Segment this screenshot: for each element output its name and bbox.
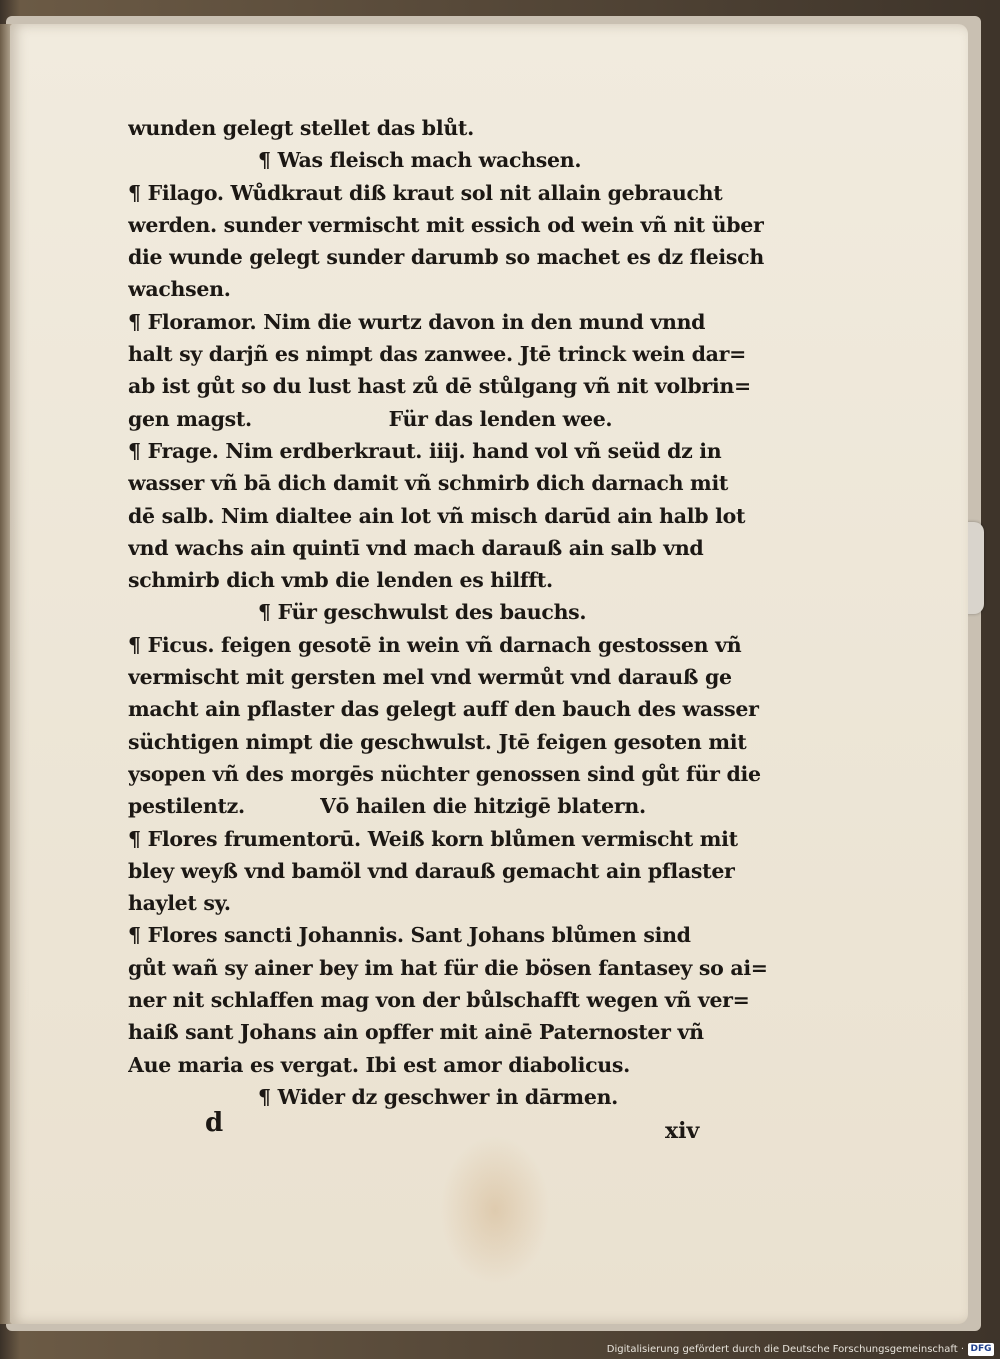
text-line: die wunde gelegt sunder darumb so machet es dz fleisch xyxy=(128,245,764,270)
page-stain xyxy=(440,1135,550,1285)
text-line: wachsen. xyxy=(128,277,231,302)
text-line: ¶ Frage. Nim erdberkraut. iiij. hand vol vñ seüd dz in xyxy=(128,438,722,463)
text-line: gůt wañ sy ainer bey im hat für die bösen fantasey so ai= xyxy=(128,955,768,980)
dfg-logo: DFG xyxy=(968,1343,994,1356)
text-line: pestilentz. Vō hailen die hitzigē blatern. xyxy=(128,794,646,819)
text-line: süchtigen nimpt die geschwulst. Jtē feigen gesoten mit xyxy=(128,729,747,754)
digitization-credit: Digitalisierung gefördert durch die Deutsche Forschungsgemeinschaft · xyxy=(606,1344,964,1355)
text-line: werden. sunder vermischt mit essich od wein vñ nit über xyxy=(128,212,764,237)
text-line: ¶ Wider dz geschwer in dārmen. xyxy=(258,1084,619,1109)
text-line: dē salb. Nim dialtee ain lot vñ misch darūd ain halb lot xyxy=(128,503,746,528)
text-line: wasser vñ bā dich damit vñ schmirb dich darnach mit xyxy=(128,471,729,496)
text-line: macht ain pflaster das gelegt auff den bauch des wasser xyxy=(128,697,759,722)
folio-number: xiv xyxy=(665,1118,700,1144)
text-line: wunden gelegt stellet das blůt. xyxy=(128,116,474,140)
text-line: halt sy darjñ es nimpt das zanwee. Jtē trinck wein dar= xyxy=(128,342,746,367)
text-line: ¶ Flores frumentorū. Weiß korn blůmen vermischt mit xyxy=(128,826,738,851)
text-line: vermischt mit gersten mel vnd wermůt vnd darauß ge xyxy=(128,665,732,690)
text-line: ner nit schlaffen mag von der bůlschafft wegen vñ ver= xyxy=(128,988,750,1013)
text-line: vnd wachs ain quintī vnd mach darauß ain salb vnd xyxy=(128,535,704,560)
text-line: gen magst. Für das lenden wee. xyxy=(128,406,613,431)
signature-mark: d xyxy=(205,1108,224,1138)
text-line: ¶ Für geschwulst des bauchs. xyxy=(258,600,587,625)
page-text-block xyxy=(128,112,788,1113)
text-line: haiß sant Johans ain opffer mit ainē Paternoster vñ xyxy=(128,1020,704,1045)
text-line: ¶ Filago. Wůdkraut diß kraut sol nit allain gebraucht xyxy=(128,180,723,205)
text-line: schmirb dich vmb die lenden es hilfft. xyxy=(128,568,553,593)
text-line: haylet sy. xyxy=(128,891,231,916)
text-line: ysopen vñ des morgēs nüchter genossen sind gůt für die xyxy=(128,761,761,786)
text-line: ¶ Was fleisch mach wachsen. xyxy=(258,148,582,173)
text-line: ¶ Floramor. Nim die wurtz davon in den mund vnnd xyxy=(128,309,706,334)
text-line: ¶ Flores sancti Johannis. Sant Johans blůmen sind xyxy=(128,923,691,948)
text-line: Aue maria es vergat. Ibi est amor diabolicus. xyxy=(128,1052,630,1077)
text-line: ¶ Ficus. feigen gesotē in wein vñ darnach gestossen vñ xyxy=(128,632,742,657)
text-line: ab ist gůt so du lust hast zů dē stůlgang vñ nit volbrin= xyxy=(128,374,751,399)
text-line: bley weyß vnd bamöl vnd darauß gemacht ain pflaster xyxy=(128,858,735,883)
